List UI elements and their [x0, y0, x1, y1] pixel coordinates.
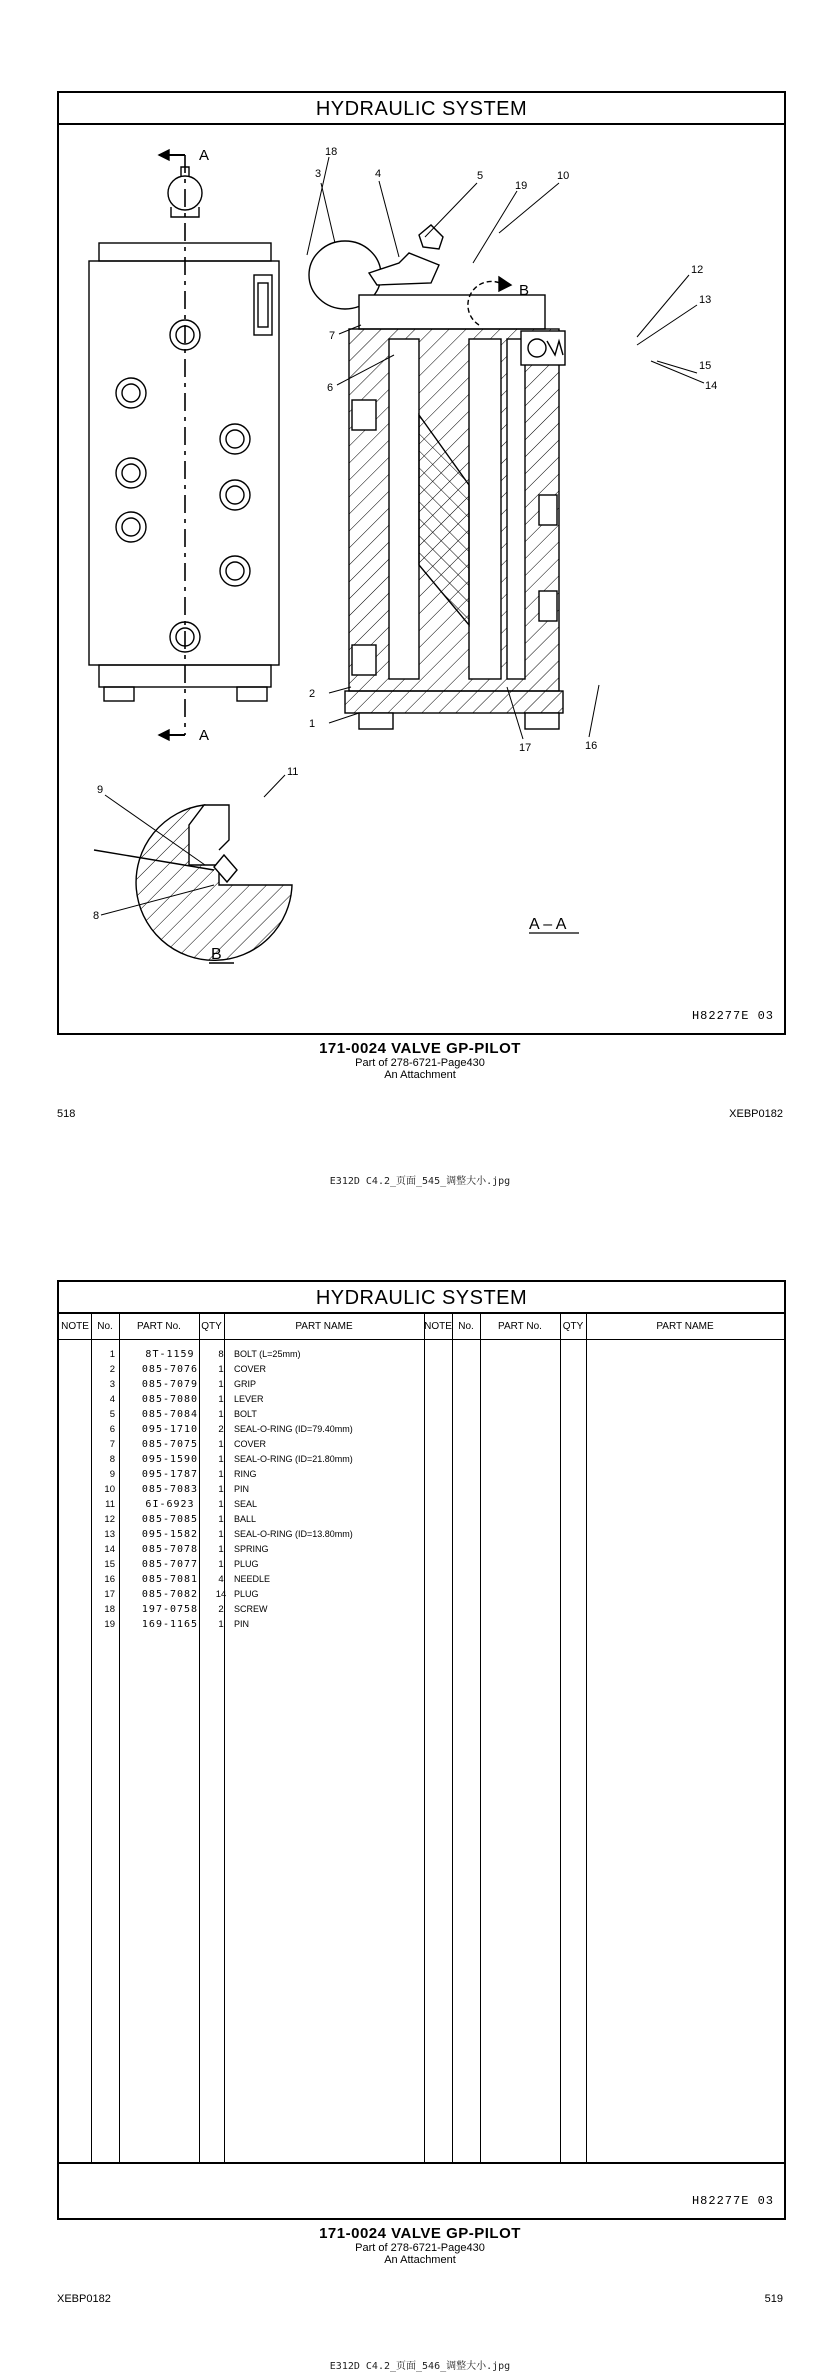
- row-no: 13: [104, 1529, 115, 1540]
- page-number: 518: [57, 1108, 76, 1120]
- section-label: A – A: [529, 916, 567, 933]
- callout-16: 16: [585, 740, 598, 752]
- table-row: [59, 1392, 419, 1407]
- callout-12: 12: [691, 264, 704, 276]
- row-qty: 1: [218, 1529, 224, 1540]
- port-circles: [116, 320, 250, 652]
- table-row: [59, 1377, 419, 1392]
- image-filename: E312D C4.2_页面_545_调整大小.jpg: [329, 1176, 511, 1187]
- table-row: [59, 1407, 419, 1422]
- table-row: [59, 1347, 419, 1362]
- table-row: [59, 1617, 419, 1632]
- image-filename: E312D C4.2_页面_546_调整大小.jpg: [329, 2361, 511, 2372]
- callout-15: 15: [699, 360, 712, 372]
- row-no: 10: [104, 1484, 115, 1495]
- view-marker-b: B: [519, 282, 530, 299]
- callout-1: 1: [309, 718, 316, 730]
- callout-18: 18: [325, 146, 338, 158]
- detail-label: B: [211, 946, 222, 963]
- row-part-name: SCREW: [234, 1604, 268, 1614]
- row-part-name: LEVER: [234, 1394, 264, 1404]
- header-part-name: PART NAME: [295, 1321, 353, 1332]
- header-note: NOTE: [61, 1321, 89, 1332]
- diagram-frame: [57, 91, 786, 1035]
- row-part-name: COVER: [234, 1439, 267, 1449]
- row-part-no: 085-7084: [141, 1409, 199, 1420]
- table-row: [59, 1587, 419, 1602]
- caption-main: 171-0024 VALVE GP-PILOT: [319, 2225, 521, 2242]
- row-no: 11: [105, 1499, 115, 1510]
- drawing-number: H82277E 03: [691, 1009, 774, 1023]
- caption-main: 171-0024 VALVE GP-PILOT: [319, 1040, 521, 1057]
- row-part-no: 095-1590: [141, 1454, 199, 1465]
- doc-code: XEBP0182: [729, 1108, 783, 1120]
- caption-sub1: Part of 278-6721-Page430: [355, 1057, 485, 1069]
- row-part-name: COVER: [234, 1364, 267, 1374]
- row-qty: 8: [218, 1349, 224, 1360]
- row-no: 15: [104, 1559, 115, 1570]
- table-header: [59, 1314, 784, 1340]
- row-qty: 1: [218, 1559, 224, 1570]
- callout-5: 5: [477, 170, 484, 182]
- row-qty: 1: [218, 1409, 224, 1420]
- detail-b-view: [94, 805, 292, 960]
- callout-7: 7: [329, 330, 336, 342]
- table-row: [59, 1437, 419, 1452]
- row-no: 19: [104, 1619, 115, 1630]
- row-part-name: SEAL-O-RING (ID=13.80mm): [234, 1529, 353, 1539]
- row-part-name: GRIP: [234, 1379, 257, 1389]
- callout-9: 9: [97, 784, 104, 796]
- row-qty: 1: [218, 1484, 224, 1495]
- table-row: [59, 1557, 419, 1572]
- row-qty: 2: [218, 1604, 224, 1615]
- row-qty: 1: [218, 1619, 224, 1630]
- row-part-no: 085-7079: [141, 1379, 199, 1390]
- row-part-no: 085-7081: [141, 1574, 199, 1585]
- row-part-name: SPRING: [234, 1544, 269, 1554]
- caption-sub2: An Attachment: [384, 1069, 456, 1081]
- valve-exploded-diagram: [59, 125, 784, 1033]
- header-part-no: PART No.: [137, 1321, 181, 1332]
- table-row: [59, 1422, 419, 1437]
- row-no: 3: [109, 1379, 115, 1390]
- callout-17: 17: [519, 742, 532, 754]
- view-marker-a-top: A: [199, 147, 210, 164]
- table-row: [59, 1482, 419, 1497]
- row-qty: 1: [218, 1379, 224, 1390]
- row-part-name: NEEDLE: [234, 1574, 271, 1584]
- row-part-name: BALL: [234, 1514, 257, 1524]
- row-part-no: 085-7077: [141, 1559, 199, 1570]
- callout-8: 8: [93, 910, 100, 922]
- callout-10: 10: [557, 170, 570, 182]
- table-row: [59, 1497, 419, 1512]
- row-qty: 1: [218, 1394, 224, 1405]
- row-no: 1: [109, 1349, 115, 1360]
- header-part-no-2: PART No.: [498, 1321, 542, 1332]
- row-qty: 1: [218, 1469, 224, 1480]
- row-qty: 2: [218, 1424, 224, 1435]
- row-no: 9: [109, 1469, 115, 1480]
- header-qty-2: QTY: [562, 1321, 584, 1332]
- parts-table: [59, 1314, 784, 2162]
- row-part-name: BOLT: [234, 1409, 257, 1419]
- row-part-name: SEAL-O-RING (ID=21.80mm): [234, 1454, 353, 1464]
- page1-caption: [0, 1040, 840, 1081]
- row-no: 6: [109, 1424, 115, 1435]
- callout-6: 6: [327, 382, 334, 394]
- header-no: No.: [97, 1321, 113, 1332]
- row-qty: 1: [218, 1514, 224, 1525]
- row-part-no: 095-1710: [141, 1424, 199, 1435]
- row-no: 5: [109, 1409, 115, 1420]
- row-qty: 1: [218, 1364, 224, 1375]
- row-part-name: PIN: [234, 1484, 250, 1494]
- row-no: 18: [104, 1604, 115, 1615]
- callout-19: 19: [515, 180, 528, 192]
- row-qty: 4: [218, 1574, 224, 1585]
- callout-13: 13: [699, 294, 712, 306]
- caption-sub1: Part of 278-6721-Page430: [355, 2242, 485, 2254]
- row-part-no: 197-0758: [141, 1604, 199, 1615]
- page-number: 519: [764, 2293, 783, 2305]
- row-part-no: 169-1165: [141, 1619, 199, 1630]
- callout-14: 14: [705, 380, 718, 392]
- row-no: 17: [104, 1589, 115, 1600]
- row-part-name: PLUG: [234, 1559, 259, 1569]
- parts-list-frame: [57, 1280, 786, 2220]
- table-row: [59, 1572, 419, 1587]
- table-row: [59, 1527, 419, 1542]
- row-part-no: 085-7078: [141, 1544, 199, 1555]
- row-part-name: PLUG: [234, 1589, 259, 1599]
- row-part-name: SEAL-O-RING (ID=79.40mm): [234, 1424, 353, 1434]
- doc-code: XEBP0182: [57, 2293, 111, 2305]
- header-qty: QTY: [201, 1321, 222, 1332]
- table-footer: [59, 2162, 784, 2164]
- row-part-no: 085-7076: [141, 1364, 199, 1375]
- row-part-no: 085-7080: [141, 1394, 199, 1405]
- table-row: [59, 1602, 419, 1617]
- row-part-name: SEAL: [234, 1499, 258, 1509]
- caption-sub2: An Attachment: [384, 2254, 456, 2266]
- callout-3: 3: [315, 168, 322, 180]
- page2-caption: [0, 2225, 840, 2266]
- page-title: HYDRAULIC SYSTEM: [59, 1282, 784, 1314]
- row-part-no: 085-7085: [141, 1514, 199, 1525]
- row-no: 8: [109, 1454, 115, 1465]
- row-part-no: 095-1787: [141, 1469, 199, 1480]
- drawing-number: H82277E 03: [691, 2194, 774, 2208]
- callout-2: 2: [309, 688, 316, 700]
- row-no: 7: [109, 1439, 115, 1450]
- row-no: 14: [104, 1544, 115, 1555]
- row-no: 4: [109, 1394, 115, 1405]
- row-part-no: 8T-1159: [145, 1349, 195, 1360]
- row-part-no: 095-1582: [141, 1529, 199, 1540]
- row-part-name: PIN: [234, 1619, 250, 1629]
- table-row: [59, 1542, 419, 1557]
- table-row: [59, 1452, 419, 1467]
- table-row: [59, 1512, 419, 1527]
- view-marker-a-bottom: A: [199, 727, 210, 744]
- row-part-no: 6I-6923: [145, 1499, 195, 1510]
- row-no: 2: [109, 1364, 115, 1375]
- row-no: 16: [104, 1574, 115, 1585]
- header-no-2: No.: [458, 1321, 474, 1332]
- row-part-no: 085-7083: [141, 1484, 199, 1495]
- row-part-no: 085-7082: [141, 1589, 199, 1600]
- header-part-name-2: PART NAME: [656, 1321, 714, 1332]
- table-row: [59, 1467, 419, 1482]
- row-qty: 1: [218, 1544, 224, 1555]
- callout-4: 4: [375, 168, 382, 180]
- page-title: HYDRAULIC SYSTEM: [59, 93, 784, 125]
- row-part-no: 085-7075: [141, 1439, 199, 1450]
- callout-11: 11: [287, 766, 299, 778]
- row-part-name: BOLT (L=25mm): [234, 1349, 301, 1359]
- section-aa-view: [309, 225, 565, 729]
- front-view: [89, 150, 279, 740]
- table-row: [59, 1362, 419, 1377]
- row-part-name: RING: [234, 1469, 257, 1479]
- row-qty: 1: [218, 1454, 224, 1465]
- row-qty: 1: [218, 1499, 224, 1510]
- row-no: 12: [104, 1514, 115, 1525]
- row-qty: 1: [218, 1439, 224, 1450]
- row-qty: 14: [215, 1589, 227, 1600]
- header-note-2: NOTE: [424, 1321, 452, 1332]
